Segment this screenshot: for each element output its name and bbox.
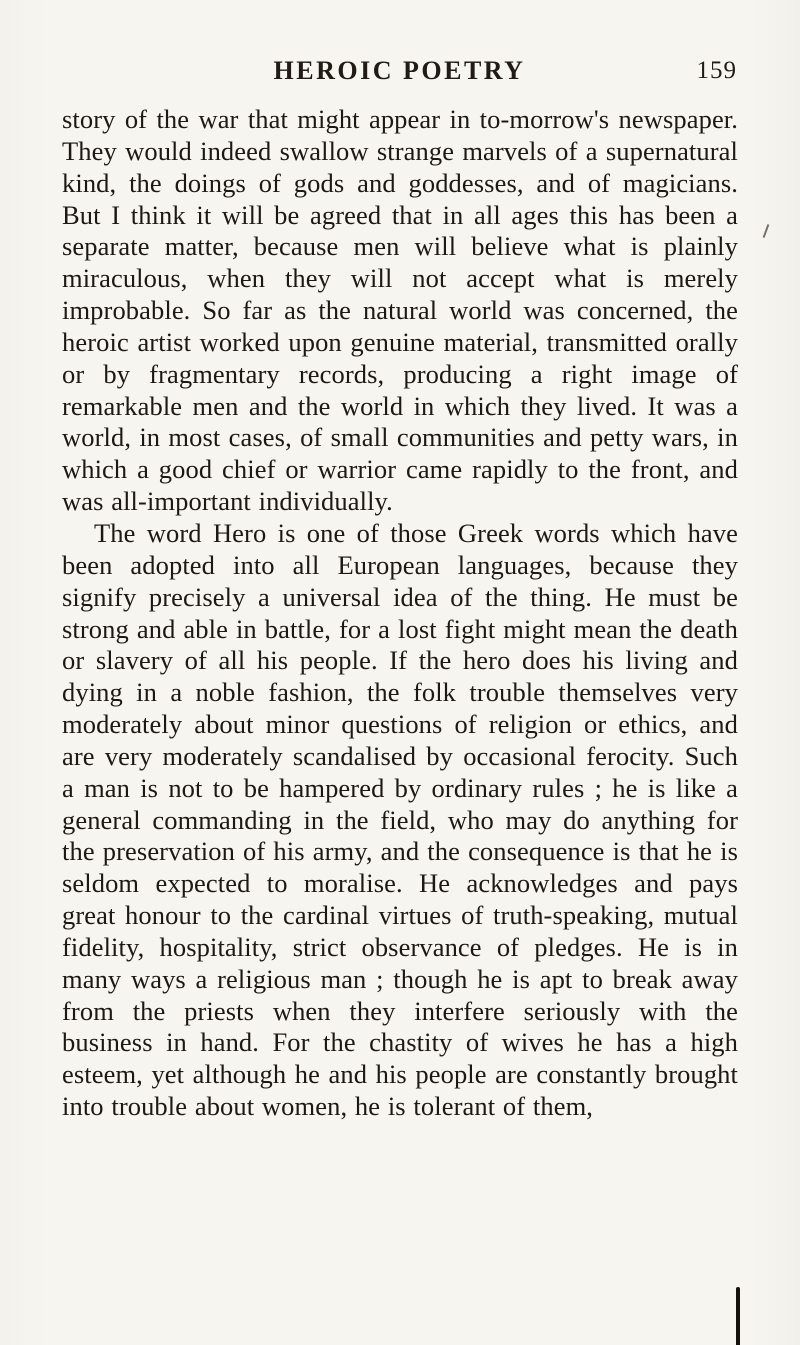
page-number: 159 [696,57,737,84]
page-header [62,56,737,90]
scan-artifact-tick [763,224,770,238]
paragraph-2: The word Hero is one of those Greek words which have been adopted into all European languages, because they signify precisely a universal idea of the thing. He must be strong and able in battle, for a lost fight might mean the death or slavery of all his people. If the hero does his living and dying in a noble fashion, the folk trouble themselves very moderately about minor questions of religion or ethics, and are very moderately scandalised by occasional ferocity. Such a man is not to be hampered by ordinary rules ; he is like a general commanding in the field, who may do anything for the preservation of his army, and the consequence is that he is seldom expected to moralise. He acknowledges and pays great honour to the cardinal virtues of truth-speaking, mutual fidelity, hospitality, strict observance of pledges. He is in many ways a religious man ; though he is apt to break away from the priests when they interfere seriously with the business in hand. For the chastity of wives he has a high esteem, yet although he and his people are constantly brought into trouble about women, he is tolerant of them, [62,517,738,1122]
running-title: HEROIC POETRY [273,56,526,85]
paragraph-1: story of the war that might appear in to-morrow's newspaper. They would indeed swallow strange marvels of a supernatural kind, the doings of gods and goddesses, and of magicians. But I think it will be agreed that in all ages this has been a separate matter, because men will believe what is plainly miraculous, when they will not accept what is merely improbable. So far as the natural world was concerned, the heroic artist worked upon genuine material, transmitted orally or by fragmentary records, producing a right image of remarkable men and the world in which they lived. It was a world, in most cases, of small communities and petty wars, in which a good chief or warrior came rapidly to the front, and was all-important individually. [62,104,738,517]
page-body [62,104,738,1123]
scan-artifact-page-edge [736,1287,740,1345]
